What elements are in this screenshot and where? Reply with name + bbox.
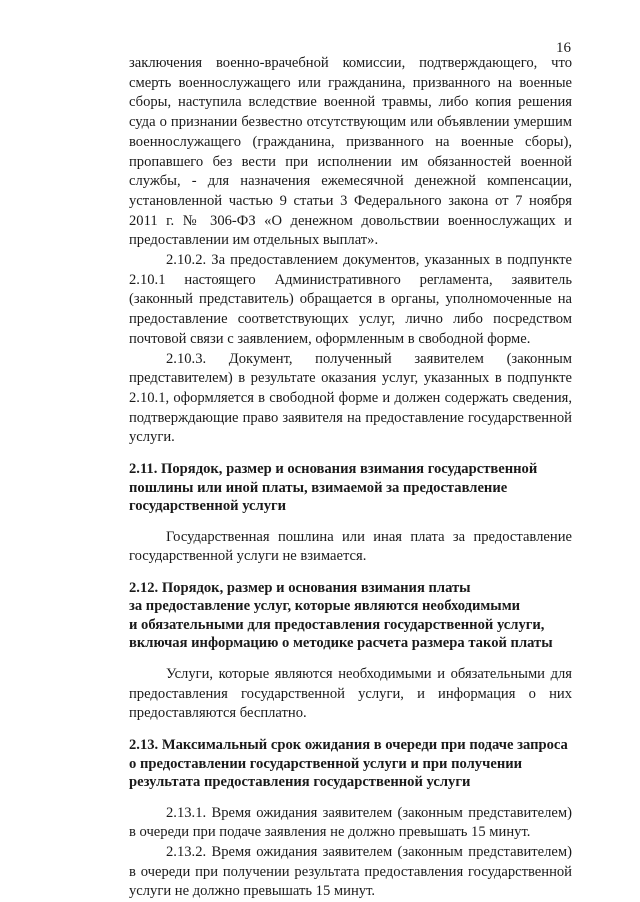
paragraph-2-10-3: 2.10.3. Документ, полученный заявителем (законным представителем) в результате оказания услуг, указанных в подпункте 2.10.1, оформляется в свободной форме и должен содержать сведения, подтверждающие право заявителя на предоставление государственной услуги.: [129, 350, 572, 446]
section-heading-2-13: [129, 736, 572, 792]
heading-line: 2.12. Порядок, размер и основания взимания платы: [129, 579, 471, 596]
heading-line: включая информацию о методике расчета размера такой платы: [129, 635, 553, 652]
heading-line: пошлины или иной платы, взимаемой за предоставление: [129, 479, 508, 496]
paragraph-2-10-2: 2.10.2. За предоставлением документов, указанных в подпункте 2.10.1 настоящего Административного регламента, заявитель (законный представитель) обращается в органы, уполномоченные на предоставление соответствующих услуг, лично либо посредством почтовой связи с заявлением, оформленным в свободной форме.: [129, 252, 572, 347]
heading-line: государственной услуги: [129, 498, 287, 515]
section-heading-2-12: [129, 579, 572, 653]
paragraph-2-13-2: 2.13.2. Время ожидания заявителем (законным представителем) в очереди при получении результата предоставления государственной услуги не должно превышать 15 минут.: [129, 843, 572, 900]
heading-line: и обязательными для предоставления государственной услуги,: [129, 616, 545, 633]
paragraph-compensation-documents: заключения военно-врачебной комиссии, подтверждающего, что смерть военнослужащего или гражданина, призванного на военные сборы, наступила вследствие военной травмы, либо копия решения суда о признании безвестно отсутствующим или объявлении умершим военнослужащего (гражданина, призванного на военные сборы), пропавшего без вести при исполнении им обязанностей военной службы, - для назначения ежемесячной денежной компенсации, установленной частью 9 статьи 3 Федерального закона от 7 ноября 2011 г. № 306-ФЗ «О денежном довольствии военнослужащих и предоставлении им отдельных выплат».: [129, 55, 572, 249]
heading-line: 2.11. Порядок, размер и основания взимания государственной: [129, 461, 538, 478]
paragraph-free-services: Услуги, которые являются необходимыми и обязательными для предоставления государственной услуги, и информация о них предоставляются бесплатно.: [129, 665, 572, 722]
page-number: 16: [556, 40, 571, 56]
section-heading-2-11: [129, 460, 572, 516]
document-body: [129, 54, 572, 902]
heading-line: результата предоставления государственной услуги: [129, 774, 471, 791]
paragraph-2-13-1: 2.13.1. Время ожидания заявителем (законным представителем) в очереди при подаче заявления не должно превышать 15 минут.: [129, 804, 572, 841]
heading-line: за предоставление услуг, которые являются необходимыми: [129, 598, 521, 615]
heading-line: о предоставлении государственной услуги и при получении: [129, 755, 523, 772]
heading-line: 2.13. Максимальный срок ожидания в очереди при подаче запроса: [129, 737, 568, 754]
paragraph-state-fee: Государственная пошлина или иная плата за предоставление государственной услуги не взимается.: [129, 528, 572, 565]
